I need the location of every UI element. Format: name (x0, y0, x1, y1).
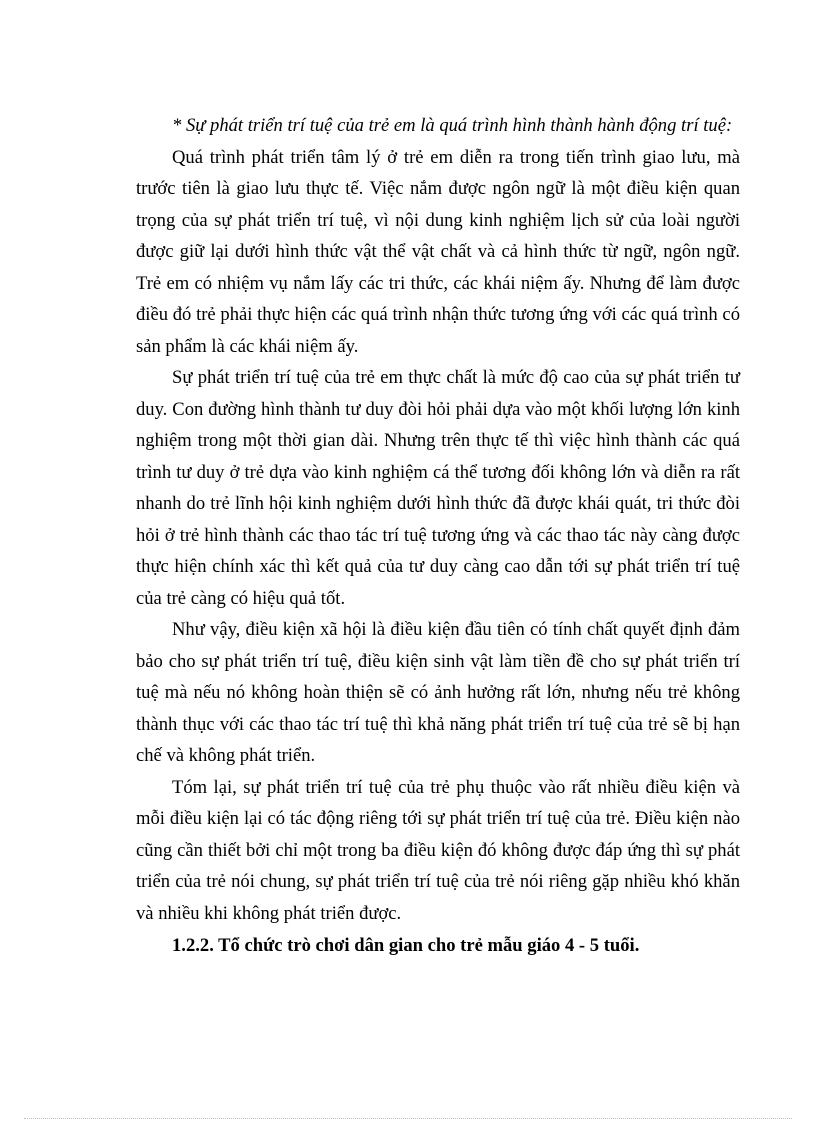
paragraph-social-conditions: Như vậy, điều kiện xã hội là điều kiện đầu tiên có tính chất quyết định đảm bảo cho sự phát triển trí tuệ, điều kiện sinh vật làm tiền đề cho sự phát triển trí tuệ mà nếu nó không hoàn thiện sẽ có ảnh hưởng rất lớn, nhưng nếu trẻ không thành thục với các thao tác trí tuệ thì khả năng phát triển trí tuệ của trẻ sẽ bị hạn chế và không phát triển. (136, 619, 740, 766)
paragraph-language-development: Quá trình phát triển tâm lý ở trẻ em diễn ra trong tiến trình giao lưu, mà trước tiên là giao lưu thực tế. Việc nắm được ngôn ngữ là một điều kiện quan trọng của sự phát triển trí tuệ, vì nội dung kinh nghiệm lịch sử của loài người được giữ lại dưới hình thức vật thể vật chất và cả hình thức từ ngữ, ngôn ngữ. Trẻ em có nhiệm vụ nắm lấy các tri thức, các khái niệm ấy. Nhưng để làm được điều đó trẻ phải thực hiện các quá trình nhận thức tương ứng với các quá trình có sản phẩm là các khái niệm ấy. (136, 146, 740, 357)
page-bottom-divider (24, 1118, 792, 1119)
section-heading: 1.2.2. Tổ chức trò chơi dân gian cho trẻ mẫu giáo 4 - 5 tuổi. (172, 935, 640, 956)
paragraph-summary: Tóm lại, sự phát triển trí tuệ của trẻ phụ thuộc vào rất nhiều điều kiện và mỗi điều kiện lại có tác động riêng tới sự phát triển trí tuệ của trẻ. Điều kiện nào cũng cần thiết bởi chỉ một trong ba điều kiện đó không được đáp ứng thì sự phát triển của trẻ nói chung, sự phát triển trí tuệ của trẻ nói riêng gặp nhiều khó khăn và nhiều khi không phát triển được. (136, 776, 740, 924)
paragraph-thinking-development: Sự phát triển trí tuệ của trẻ em thực chất là mức độ cao của sự phát triển tư duy. Con đường hình thành tư duy đòi hỏi phải dựa vào một khối lượng lớn kinh nghiệm trong một thời gian dài. Nhưng trên thực tế thì việc hình thành các quá trình tư duy ở trẻ dựa vào kinh nghiệm cá thể tương đối không lớn và diễn ra rất nhanh do trẻ lĩnh hội kinh nghiệm dưới hình thức đã được khái quát, tri thức đòi hỏi ở trẻ hình thành các thao tác trí tuệ tương ứng và các thao tác này càng được thực hiện chính xác thì kết quả của tư duy càng cao dẫn tới sự phát triển trí tuệ của trẻ càng có hiệu quả tốt. (136, 367, 740, 609)
intro-heading: * Sự phát triển trí tuệ của trẻ em là quá trình hình thành hành động trí tuệ: (172, 115, 733, 136)
document-body (136, 110, 740, 962)
